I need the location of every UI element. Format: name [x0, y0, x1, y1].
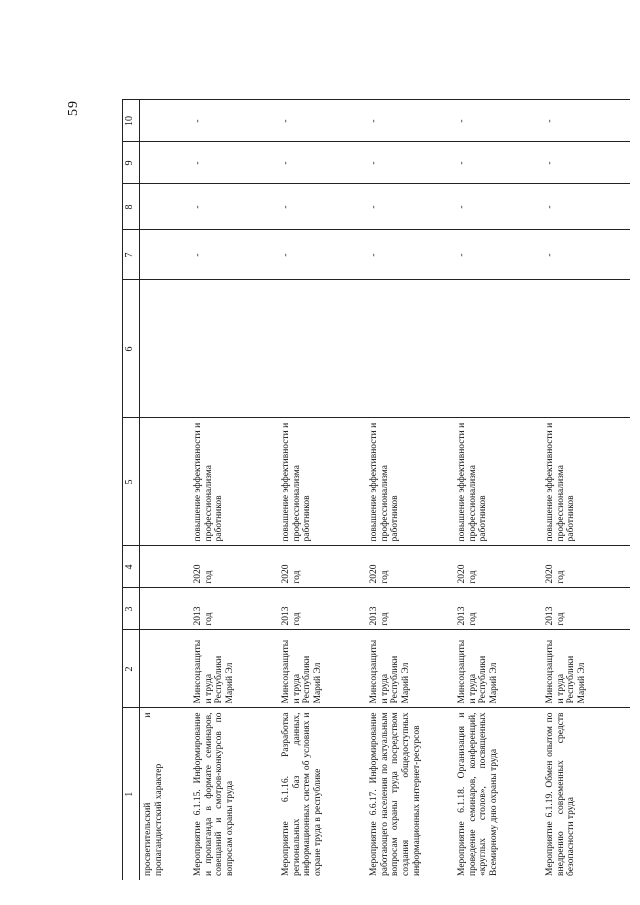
column-6-cell	[278, 280, 366, 418]
table-row	[190, 100, 278, 880]
col-header-10: 10	[123, 100, 140, 142]
table-row	[278, 100, 366, 880]
column-9-cell: -	[278, 142, 366, 184]
expected-result: повышение эффективности и профессионализма работников	[366, 418, 454, 546]
column-8-cell: -	[366, 184, 454, 230]
table-row	[366, 100, 454, 880]
table-row	[454, 100, 542, 880]
column-9-cell: -	[454, 142, 542, 184]
expected-result: повышение эффективности и профессионализма работников	[190, 418, 278, 546]
carry-over-conj: и	[143, 712, 153, 718]
measure-name: Мероприятие 6.1.19. Обмен опытом по внедрению современных средств безопасности труда	[545, 712, 577, 876]
column-8-cell: -	[278, 184, 366, 230]
column-6-cell	[366, 280, 454, 418]
column-10-cell: -	[454, 100, 542, 142]
column-6-cell	[542, 280, 630, 418]
expected-result: повышение эффективности и профессионализма работников	[278, 418, 366, 546]
empty-cell	[140, 230, 191, 280]
executor: Минсоцзащиты и труда Республики Марий Эл	[190, 630, 278, 708]
col-header-4: 4	[123, 546, 140, 588]
empty-cell	[140, 546, 191, 588]
col-header-9: 9	[123, 142, 140, 184]
carry-over-text-b: пропагандистский характер	[153, 763, 164, 876]
col-header-1: 1	[123, 708, 140, 880]
column-7-cell: -	[366, 230, 454, 280]
column-7-cell: -	[278, 230, 366, 280]
column-9-cell: -	[366, 142, 454, 184]
empty-cell	[140, 418, 191, 546]
column-6-cell	[454, 280, 542, 418]
column-9-cell: -	[190, 142, 278, 184]
end-year: 2020 год	[454, 546, 542, 588]
col-header-7: 7	[123, 230, 140, 280]
expected-result: повышение эффективности и профессионализма работников	[454, 418, 542, 546]
col-header-3: 3	[123, 588, 140, 630]
rotated-page-content	[66, 100, 617, 880]
start-year: 2013 год	[190, 588, 278, 630]
empty-cell	[140, 280, 191, 418]
measure-name: Мероприятие 6.1.18. Организация и проведение семинаров, конференций, «круглых столов», посвященных Всемирному дню охраны труда	[457, 712, 499, 876]
carry-over-text-a: просветительский	[143, 802, 153, 876]
page-number: 59	[66, 100, 81, 116]
column-number-row	[123, 100, 140, 880]
table-row-carry-over	[140, 100, 191, 880]
measure-name: Мероприятие 6.6.17. Информирование работающего населения по актуальным вопросам охраны труда посредством создания общедоступных информационных интернет-ресурсов	[369, 712, 422, 876]
start-year: 2013 год	[542, 588, 630, 630]
end-year: 2020 год	[190, 546, 278, 588]
column-10-cell: -	[278, 100, 366, 142]
empty-cell	[140, 142, 191, 184]
column-8-cell: -	[190, 184, 278, 230]
measure-name: Мероприятие 6.1.15. Информирование и пропаганда в формате семинаров, совещаний и смотров-конкурсов по вопросам охраны труда	[193, 712, 235, 876]
start-year: 2013 год	[278, 588, 366, 630]
end-year: 2020 год	[542, 546, 630, 588]
col-header-6: 6	[123, 280, 140, 418]
end-year: 2020 год	[366, 546, 454, 588]
expected-result: повышение эффективности и профессионализма работников	[542, 418, 630, 546]
executor: Минсоцзащиты и труда Республики Марий Эл	[278, 630, 366, 708]
end-year: 2020 год	[278, 546, 366, 588]
column-8-cell: -	[454, 184, 542, 230]
col-header-2: 2	[123, 630, 140, 708]
column-7-cell: -	[542, 230, 630, 280]
column-8-cell: -	[542, 184, 630, 230]
empty-cell	[140, 588, 191, 630]
program-table	[122, 100, 630, 881]
measure-name: Мероприятие 6.1.16. Разработка региональных баз данных, информационных систем об условиях и охране труда в республике	[281, 712, 323, 876]
executor: Минсоцзащиты и труда Республики Марий Эл	[542, 630, 630, 708]
column-10-cell: -	[190, 100, 278, 142]
start-year: 2013 год	[454, 588, 542, 630]
carry-over-cell	[140, 708, 191, 880]
col-header-8: 8	[123, 184, 140, 230]
table-row	[542, 100, 630, 880]
column-10-cell: -	[542, 100, 630, 142]
column-7-cell: -	[190, 230, 278, 280]
column-7-cell: -	[454, 230, 542, 280]
start-year: 2013 год	[366, 588, 454, 630]
col-header-5: 5	[123, 418, 140, 546]
column-10-cell: -	[366, 100, 454, 142]
column-9-cell: -	[542, 142, 630, 184]
empty-cell	[140, 100, 191, 142]
executor: Минсоцзащиты и труда Республики Марий Эл	[366, 630, 454, 708]
column-6-cell	[190, 280, 278, 418]
executor: Минсоцзащиты и труда Республики Марий Эл	[454, 630, 542, 708]
empty-cell	[140, 184, 191, 230]
empty-cell	[140, 630, 191, 708]
